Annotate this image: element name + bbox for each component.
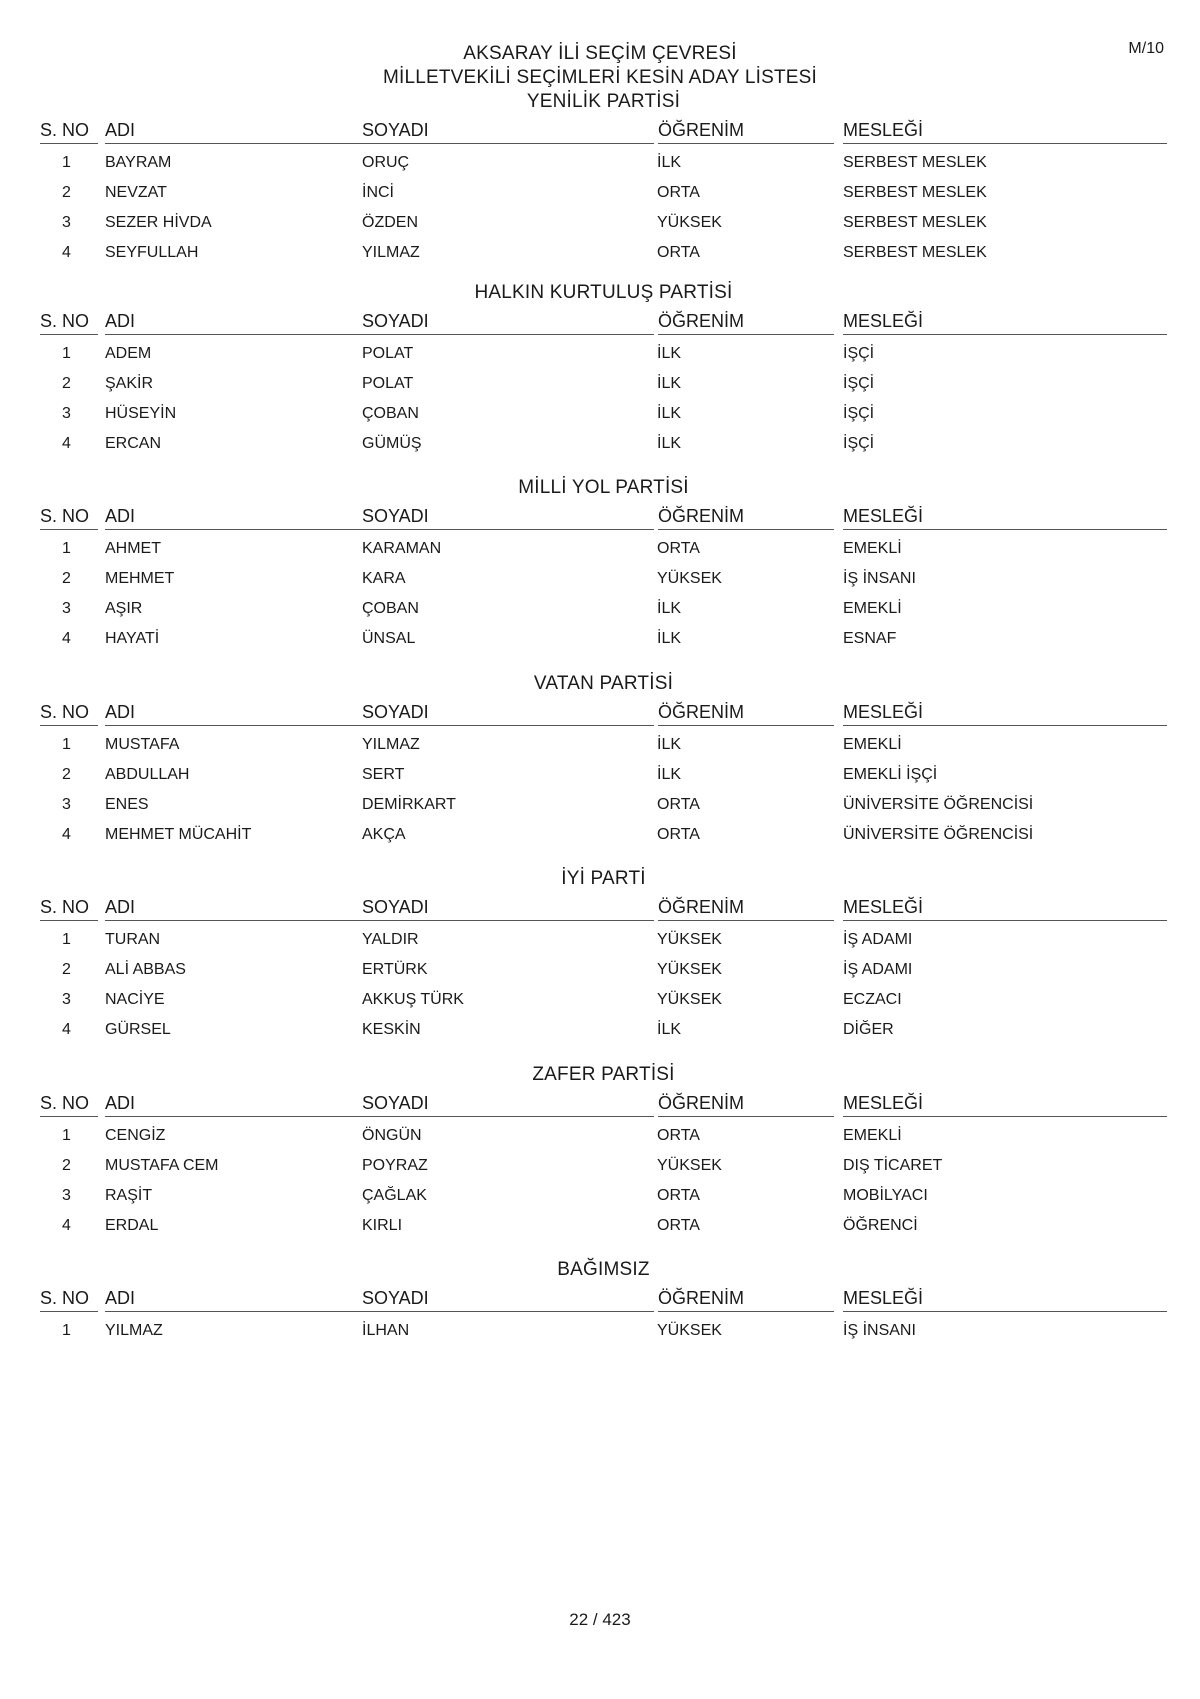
column-header-ogrenim: ÖĞRENİM bbox=[658, 118, 834, 144]
page-code: M/10 bbox=[1128, 40, 1164, 57]
cell-adi: HAYATİ bbox=[105, 630, 160, 647]
table-row bbox=[40, 339, 1167, 369]
table-row bbox=[40, 955, 1167, 985]
table-header bbox=[40, 1091, 1167, 1117]
table-row bbox=[40, 1316, 1167, 1346]
cell-adi: AHMET bbox=[105, 540, 161, 557]
cell-ogrenim: ORTA bbox=[657, 826, 700, 843]
cell-soyadi: POLAT bbox=[362, 375, 414, 392]
column-header-meslegi: MESLEĞİ bbox=[843, 700, 1167, 726]
party-section bbox=[40, 476, 1167, 654]
table-header bbox=[40, 118, 1167, 144]
column-header-ogrenim: ÖĞRENİM bbox=[658, 504, 834, 530]
table-row bbox=[40, 178, 1167, 208]
cell-ogrenim: YÜKSEK bbox=[657, 214, 722, 231]
cell-soyadi: POYRAZ bbox=[362, 1157, 428, 1174]
column-header-ogrenim: ÖĞRENİM bbox=[658, 895, 834, 921]
cell-adi: ADEM bbox=[105, 345, 152, 362]
cell-meslegi: İŞ ADAMI bbox=[843, 961, 913, 978]
cell-ogrenim: ORTA bbox=[657, 1217, 700, 1234]
cell-adi: MEHMET MÜCAHİT bbox=[105, 826, 252, 843]
document-header bbox=[0, 42, 1200, 90]
party-title: MİLLİ YOL PARTİSİ bbox=[518, 477, 689, 498]
cell-meslegi: ÜNİVERSİTE ÖĞRENCİSİ bbox=[843, 826, 1034, 843]
candidate-list bbox=[40, 1316, 1167, 1346]
cell-meslegi: EMEKLİ bbox=[843, 540, 902, 557]
cell-ogrenim: İLK bbox=[657, 405, 682, 422]
cell-ogrenim: ORTA bbox=[657, 1187, 700, 1204]
column-header-meslegi: MESLEĞİ bbox=[843, 504, 1167, 530]
cell-no: 1 bbox=[62, 931, 71, 948]
cell-no: 4 bbox=[62, 1021, 71, 1038]
cell-meslegi: DİĞER bbox=[843, 1021, 894, 1038]
cell-adi: TURAN bbox=[105, 931, 161, 948]
party-section bbox=[40, 90, 1167, 268]
candidate-list bbox=[40, 339, 1167, 459]
table-row bbox=[40, 148, 1167, 178]
cell-no: 1 bbox=[62, 736, 71, 753]
column-header-meslegi: MESLEĞİ bbox=[843, 895, 1167, 921]
cell-adi: MUSTAFA CEM bbox=[105, 1157, 219, 1174]
cell-ogrenim: YÜKSEK bbox=[657, 1322, 722, 1339]
cell-no: 1 bbox=[62, 345, 71, 362]
table-row bbox=[40, 925, 1167, 955]
cell-soyadi: ÇOBAN bbox=[362, 405, 419, 422]
table-row bbox=[40, 369, 1167, 399]
cell-ogrenim: ORTA bbox=[657, 540, 700, 557]
cell-no: 4 bbox=[62, 435, 71, 452]
cell-meslegi: DIŞ TİCARET bbox=[843, 1157, 943, 1174]
cell-meslegi: ÖĞRENCİ bbox=[843, 1217, 918, 1234]
column-header-adi: ADI bbox=[105, 700, 395, 726]
party-title: ZAFER PARTİSİ bbox=[532, 1064, 675, 1085]
cell-adi: NACİYE bbox=[105, 991, 165, 1008]
cell-no: 1 bbox=[62, 1322, 71, 1339]
column-header-no: S. NO bbox=[40, 309, 98, 335]
cell-no: 3 bbox=[62, 405, 71, 422]
cell-adi: GÜRSEL bbox=[105, 1021, 171, 1038]
column-header-meslegi: MESLEĞİ bbox=[843, 1091, 1167, 1117]
cell-adi: ABDULLAH bbox=[105, 766, 190, 783]
column-header-ogrenim: ÖĞRENİM bbox=[658, 309, 834, 335]
cell-adi: NEVZAT bbox=[105, 184, 167, 201]
cell-soyadi: ÖZDEN bbox=[362, 214, 418, 231]
cell-soyadi: KIRLI bbox=[362, 1217, 403, 1234]
table-row bbox=[40, 1015, 1167, 1045]
table-row bbox=[40, 429, 1167, 459]
cell-meslegi: SERBEST MESLEK bbox=[843, 184, 987, 201]
cell-no: 3 bbox=[62, 991, 71, 1008]
column-header-adi: ADI bbox=[105, 1286, 395, 1312]
table-row bbox=[40, 624, 1167, 654]
cell-ogrenim: İLK bbox=[657, 154, 682, 171]
cell-meslegi: İŞÇİ bbox=[843, 375, 875, 392]
cell-no: 1 bbox=[62, 540, 71, 557]
column-header-no: S. NO bbox=[40, 1091, 98, 1117]
party-title: HALKIN KURTULUŞ PARTİSİ bbox=[474, 282, 733, 303]
cell-ogrenim: İLK bbox=[657, 345, 682, 362]
column-header-soyadi: SOYADI bbox=[362, 700, 654, 726]
table-row bbox=[40, 730, 1167, 760]
party-title: YENİLİK PARTİSİ bbox=[526, 91, 681, 112]
cell-adi: ALİ ABBAS bbox=[105, 961, 186, 978]
cell-meslegi: İŞÇİ bbox=[843, 435, 875, 452]
column-header-meslegi: MESLEĞİ bbox=[843, 309, 1167, 335]
table-row bbox=[40, 238, 1167, 268]
table-header bbox=[40, 700, 1167, 726]
table-row bbox=[40, 1181, 1167, 1211]
cell-soyadi: ÜNSAL bbox=[362, 630, 416, 647]
cell-soyadi: ÖNGÜN bbox=[362, 1127, 422, 1144]
cell-no: 2 bbox=[62, 570, 71, 587]
cell-meslegi: EMEKLİ İŞÇİ bbox=[843, 766, 938, 783]
cell-meslegi: SERBEST MESLEK bbox=[843, 244, 987, 261]
cell-soyadi: GÜMÜŞ bbox=[362, 435, 422, 452]
cell-adi: HÜSEYİN bbox=[105, 405, 177, 422]
cell-soyadi: DEMİRKART bbox=[362, 796, 456, 813]
column-header-meslegi: MESLEĞİ bbox=[843, 118, 1167, 144]
party-title: İYİ PARTİ bbox=[561, 868, 646, 889]
cell-no: 4 bbox=[62, 244, 71, 261]
cell-ogrenim: İLK bbox=[657, 600, 682, 617]
constituency-title: AKSARAY İLİ SEÇİM ÇEVRESİ bbox=[463, 43, 737, 64]
cell-meslegi: SERBEST MESLEK bbox=[843, 214, 987, 231]
cell-meslegi: EMEKLİ bbox=[843, 736, 902, 753]
list-title: MİLLETVEKİLİ SEÇİMLERİ KESİN ADAY LİSTESİ bbox=[382, 67, 818, 88]
column-header-no: S. NO bbox=[40, 895, 98, 921]
column-header-ogrenim: ÖĞRENİM bbox=[658, 700, 834, 726]
table-row bbox=[40, 399, 1167, 429]
party-title: BAĞIMSIZ bbox=[557, 1259, 650, 1280]
cell-ogrenim: YÜKSEK bbox=[657, 991, 722, 1008]
cell-adi: ERDAL bbox=[105, 1217, 159, 1234]
cell-ogrenim: YÜKSEK bbox=[657, 570, 722, 587]
cell-meslegi: İŞÇİ bbox=[843, 405, 875, 422]
table-row bbox=[40, 1121, 1167, 1151]
cell-soyadi: POLAT bbox=[362, 345, 414, 362]
cell-ogrenim: ORTA bbox=[657, 184, 700, 201]
cell-no: 2 bbox=[62, 1157, 71, 1174]
cell-ogrenim: İLK bbox=[657, 435, 682, 452]
cell-no: 3 bbox=[62, 1187, 71, 1204]
party-section bbox=[40, 1063, 1167, 1241]
cell-adi: ENES bbox=[105, 796, 149, 813]
cell-meslegi: ÜNİVERSİTE ÖĞRENCİSİ bbox=[843, 796, 1034, 813]
column-header-ogrenim: ÖĞRENİM bbox=[658, 1091, 834, 1117]
cell-adi: YILMAZ bbox=[105, 1322, 163, 1339]
column-header-no: S. NO bbox=[40, 1286, 98, 1312]
cell-no: 1 bbox=[62, 154, 71, 171]
candidate-list bbox=[40, 730, 1167, 850]
cell-no: 2 bbox=[62, 961, 71, 978]
cell-meslegi: İŞ ADAMI bbox=[843, 931, 913, 948]
cell-ogrenim: YÜKSEK bbox=[657, 961, 722, 978]
column-header-no: S. NO bbox=[40, 700, 98, 726]
cell-no: 4 bbox=[62, 630, 71, 647]
cell-adi: AŞIR bbox=[105, 600, 143, 617]
cell-meslegi: ESNAF bbox=[843, 630, 897, 647]
party-section bbox=[40, 281, 1167, 459]
cell-soyadi: KARA bbox=[362, 570, 406, 587]
cell-no: 2 bbox=[62, 375, 71, 392]
candidate-list bbox=[40, 534, 1167, 654]
candidate-list bbox=[40, 148, 1167, 268]
column-header-no: S. NO bbox=[40, 504, 98, 530]
cell-adi: MEHMET bbox=[105, 570, 175, 587]
table-row bbox=[40, 208, 1167, 238]
party-section bbox=[40, 867, 1167, 1045]
column-header-soyadi: SOYADI bbox=[362, 309, 654, 335]
cell-ogrenim: ORTA bbox=[657, 244, 700, 261]
cell-soyadi: AKKUŞ TÜRK bbox=[362, 991, 464, 1008]
cell-no: 3 bbox=[62, 600, 71, 617]
column-header-adi: ADI bbox=[105, 895, 395, 921]
page-number: 22 / 423 bbox=[569, 1610, 631, 1629]
cell-meslegi: EMEKLİ bbox=[843, 1127, 902, 1144]
column-header-soyadi: SOYADI bbox=[362, 118, 654, 144]
cell-soyadi: KARAMAN bbox=[362, 540, 442, 557]
cell-adi: SEYFULLAH bbox=[105, 244, 199, 261]
cell-soyadi: YILMAZ bbox=[362, 736, 420, 753]
cell-ogrenim: YÜKSEK bbox=[657, 931, 722, 948]
table-row bbox=[40, 1151, 1167, 1181]
column-header-soyadi: SOYADI bbox=[362, 504, 654, 530]
column-header-adi: ADI bbox=[105, 1091, 395, 1117]
column-header-adi: ADI bbox=[105, 504, 395, 530]
column-header-no: S. NO bbox=[40, 118, 98, 144]
cell-ogrenim: İLK bbox=[657, 630, 682, 647]
cell-soyadi: SERT bbox=[362, 766, 405, 783]
cell-adi: ŞAKİR bbox=[105, 375, 154, 392]
cell-no: 3 bbox=[62, 214, 71, 231]
cell-soyadi: ERTÜRK bbox=[362, 961, 428, 978]
cell-adi: BAYRAM bbox=[105, 154, 172, 171]
cell-no: 2 bbox=[62, 184, 71, 201]
cell-meslegi: İŞ İNSANI bbox=[843, 570, 916, 587]
cell-adi: SEZER HİVDA bbox=[105, 214, 212, 231]
table-row bbox=[40, 790, 1167, 820]
cell-ogrenim: İLK bbox=[657, 766, 682, 783]
cell-soyadi: YILMAZ bbox=[362, 244, 420, 261]
cell-adi: CENGİZ bbox=[105, 1127, 166, 1144]
cell-no: 4 bbox=[62, 826, 71, 843]
cell-soyadi: İNCİ bbox=[362, 184, 394, 201]
table-row bbox=[40, 534, 1167, 564]
cell-adi: ERCAN bbox=[105, 435, 162, 452]
cell-meslegi: İŞÇİ bbox=[843, 345, 875, 362]
column-header-soyadi: SOYADI bbox=[362, 895, 654, 921]
cell-ogrenim: ORTA bbox=[657, 796, 700, 813]
cell-adi: RAŞİT bbox=[105, 1187, 153, 1204]
cell-soyadi: ORUÇ bbox=[362, 154, 410, 171]
column-header-ogrenim: ÖĞRENİM bbox=[658, 1286, 834, 1312]
table-row bbox=[40, 985, 1167, 1015]
cell-meslegi: MOBİLYACI bbox=[843, 1187, 928, 1204]
column-header-meslegi: MESLEĞİ bbox=[843, 1286, 1167, 1312]
table-row bbox=[40, 820, 1167, 850]
cell-soyadi: AKÇA bbox=[362, 826, 406, 843]
cell-ogrenim: İLK bbox=[657, 736, 682, 753]
table-header bbox=[40, 309, 1167, 335]
cell-meslegi: İŞ İNSANI bbox=[843, 1322, 916, 1339]
cell-soyadi: YALDIR bbox=[362, 931, 419, 948]
cell-ogrenim: ORTA bbox=[657, 1127, 700, 1144]
cell-meslegi: ECZACI bbox=[843, 991, 902, 1008]
table-row bbox=[40, 564, 1167, 594]
cell-no: 1 bbox=[62, 1127, 71, 1144]
cell-no: 2 bbox=[62, 766, 71, 783]
cell-ogrenim: İLK bbox=[657, 1021, 682, 1038]
cell-meslegi: SERBEST MESLEK bbox=[843, 154, 987, 171]
cell-no: 3 bbox=[62, 796, 71, 813]
cell-soyadi: ÇOBAN bbox=[362, 600, 419, 617]
party-title: VATAN PARTİSİ bbox=[533, 673, 674, 694]
column-header-adi: ADI bbox=[105, 309, 395, 335]
table-header bbox=[40, 504, 1167, 530]
cell-ogrenim: YÜKSEK bbox=[657, 1157, 722, 1174]
party-section bbox=[40, 672, 1167, 850]
column-header-adi: ADI bbox=[105, 118, 395, 144]
cell-soyadi: İLHAN bbox=[362, 1322, 410, 1339]
cell-soyadi: ÇAĞLAK bbox=[362, 1187, 427, 1204]
candidate-list bbox=[40, 925, 1167, 1045]
column-header-soyadi: SOYADI bbox=[362, 1091, 654, 1117]
cell-adi: MUSTAFA bbox=[105, 736, 180, 753]
cell-soyadi: KESKİN bbox=[362, 1021, 421, 1038]
table-row bbox=[40, 594, 1167, 624]
party-section bbox=[40, 1258, 1167, 1346]
candidate-list bbox=[40, 1121, 1167, 1241]
cell-meslegi: EMEKLİ bbox=[843, 600, 902, 617]
cell-ogrenim: İLK bbox=[657, 375, 682, 392]
table-header bbox=[40, 895, 1167, 921]
cell-no: 4 bbox=[62, 1217, 71, 1234]
table-row bbox=[40, 760, 1167, 790]
table-row bbox=[40, 1211, 1167, 1241]
column-header-soyadi: SOYADI bbox=[362, 1286, 654, 1312]
table-header bbox=[40, 1286, 1167, 1312]
